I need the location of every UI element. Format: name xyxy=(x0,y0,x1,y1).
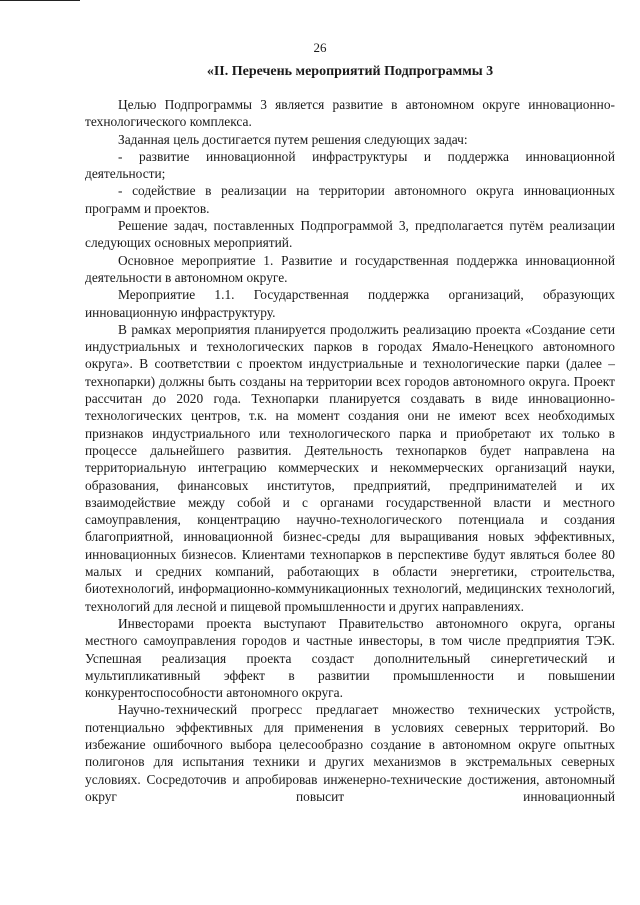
document-body xyxy=(85,96,615,805)
paragraph-main-activity-1: Основное мероприятие 1. Развитие и государственная поддержка инновационной деятельности в автономном округе. xyxy=(85,252,615,285)
paragraph-goal: Целью Подпрограммы 3 является развитие в автономном округе инновационно-технологического комплекса. xyxy=(85,97,615,130)
paragraph-investors: Инвесторами проекта выступают Правительство автономного округа, органы местного самоуправления городов и частные инвесторы, в том числе предприятия ТЭК. Успешная реализация проекта создаст дополнительный синергетический и мультипликативный эффект в развитии промышленности и повышении конкурентоспособности автономного округа. xyxy=(85,615,615,701)
section-heading: «II. Перечень мероприятий Подпрограммы 3 xyxy=(206,64,494,79)
paragraph-task-2: - содействие в реализации на территории автономного округа инновационных программ и проектов. xyxy=(85,183,615,216)
scan-corner-line xyxy=(0,0,80,1)
paragraph-scientific-progress: Научно-технический прогресс предлагает множество технических устройств, потенциально эффективных для применения в условиях северных территорий. Во избежание ошибочного выбора целесообразно создание в автономном округе опытных полигонов для испытания техники и других механизмов в экстремальных северных условиях. Сосредоточив и апробировав инженерно-технические достижения, автономный округ повысит инновационный xyxy=(85,702,615,804)
page-number: 26 xyxy=(313,40,327,55)
paragraph-technoparks: В рамках мероприятия планируется продолжить реализацию проекта «Создание сети индустриальных и технологических парков в городах Ямало-Ненецкого автономного округа». В соответствии с проектом индустриальные и технологические парки (далее – технопарки) должны быть созданы на территории всех городов автономного округа. Проект рассчитан до 2020 года. Технопарки планируется создавать в виде инновационно-технологических центров, т.к. на момент создания они не имеют всех необходимых признаков индустриального или технологического парка и приобретают их только в процессе дальнейшего развития. Деятельность технопарков будет направлена на территориальную интеграцию коммерческих и некоммерческих организаций науки, образования, финансовых институтов, предприятий, предпринимателей и их взаимодействие между собой и с органами государственной власти и местного самоуправления, концентрацию научно-технологического потенциала и создания благоприятной, инновационной бизнес-среды для выращивания новых эффективных, инновационных бизнесов. Клиентами технопарков в перспективе будут являться более 80 малых и средних компаний, работающих в области энергетики, строительства, биотехнологий, информационно-коммуникационных технологий, медицинских технологий, технологий для лесной и пищевой промышленности и других направлениях. xyxy=(85,321,615,614)
paragraph-task-1: - развитие инновационной инфраструктуры и поддержка инновационной деятельности; xyxy=(85,148,615,182)
paragraph-solution: Решение задач, поставленных Подпрограммой 3, предполагается путём реализации следующих основных мероприятий. xyxy=(85,218,615,251)
paragraph-tasks-intro: Заданная цель достигается путем решения следующих задач: xyxy=(118,131,468,147)
paragraph-activity-1-1: Мероприятие 1.1. Государственная поддержка организаций, образующих инновационную инфраструктуру. xyxy=(85,287,615,320)
